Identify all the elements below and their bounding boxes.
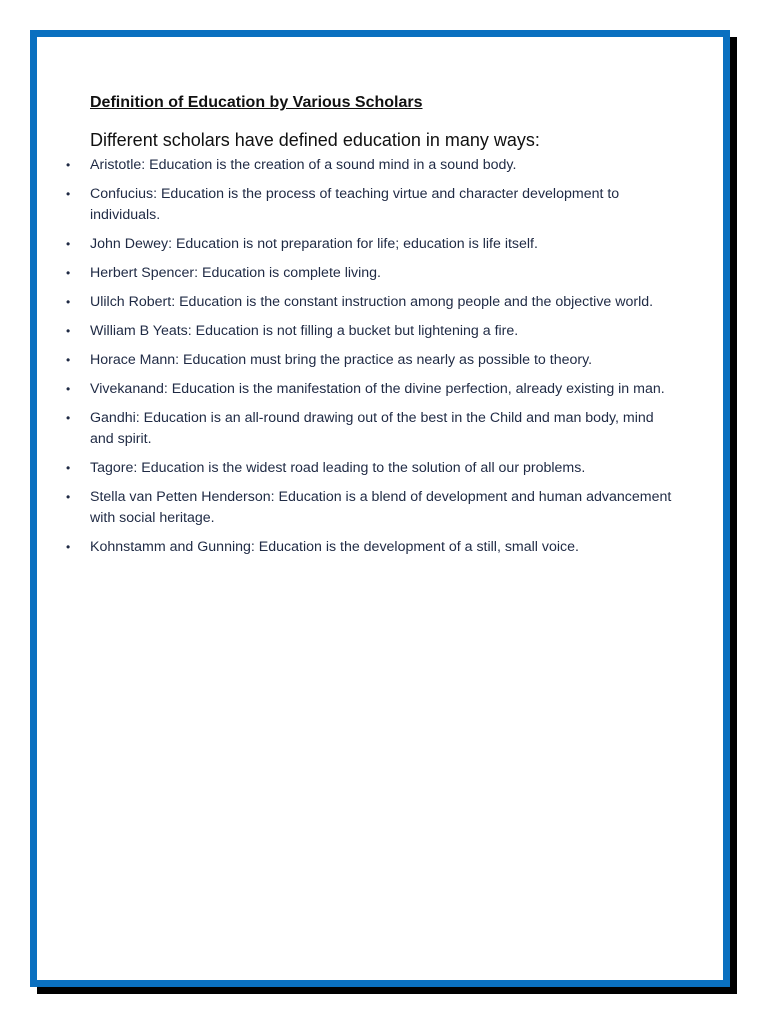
list-item bbox=[66, 234, 676, 255]
bullet-dot-icon: • bbox=[66, 490, 71, 504]
list-item bbox=[66, 487, 676, 529]
bullet-dot-icon: • bbox=[66, 411, 71, 425]
definition-text: Horace Mann: Education must bring the practice as nearly as possible to theory. bbox=[90, 352, 593, 368]
bullet-dot-icon: • bbox=[66, 237, 71, 251]
list-item bbox=[66, 263, 676, 284]
bullet-dot-icon: • bbox=[66, 324, 71, 338]
definition-text: Gandhi: Education is an all-round drawing out of the best in the Child and man body, mind and spirit. bbox=[90, 410, 654, 447]
definition-text: William B Yeats: Education is not filling a bucket but lightening a fire. bbox=[90, 323, 519, 339]
list-item bbox=[66, 408, 676, 450]
list-item bbox=[66, 321, 676, 342]
bullet-dot-icon: • bbox=[66, 266, 71, 280]
list-item bbox=[66, 184, 676, 226]
list-item bbox=[66, 350, 676, 371]
bullet-dot-icon: • bbox=[66, 295, 71, 309]
definition-text: Confucius: Education is the process of teaching virtue and character development to individuals. bbox=[90, 186, 620, 223]
list-item bbox=[66, 155, 676, 176]
definition-list bbox=[66, 155, 676, 566]
definition-text: Stella van Petten Henderson: Education is a blend of development and human advancement with social heritage. bbox=[90, 489, 672, 526]
page-title: Definition of Education by Various Scholars bbox=[90, 94, 423, 111]
definition-text: Aristotle: Education is the creation of a sound mind in a sound body. bbox=[90, 157, 517, 173]
list-item bbox=[66, 458, 676, 479]
bullet-dot-icon: • bbox=[66, 158, 71, 172]
definition-text: Vivekanand: Education is the manifestation of the divine perfection, already existing in man. bbox=[90, 381, 665, 397]
intro-text: Different scholars have defined education in many ways: bbox=[90, 130, 540, 150]
list-item bbox=[66, 379, 676, 400]
bullet-dot-icon: • bbox=[66, 187, 71, 201]
bullet-dot-icon: • bbox=[66, 540, 71, 554]
definition-text: Tagore: Education is the widest road leading to the solution of all our problems. bbox=[90, 460, 586, 476]
definition-text: John Dewey: Education is not preparation for life; education is life itself. bbox=[90, 236, 538, 252]
definition-text: Herbert Spencer: Education is complete living. bbox=[90, 265, 381, 281]
bullet-dot-icon: • bbox=[66, 461, 71, 475]
definition-text: Kohnstamm and Gunning: Education is the development of a still, small voice. bbox=[90, 539, 579, 555]
list-item bbox=[66, 537, 676, 558]
bullet-dot-icon: • bbox=[66, 353, 71, 367]
bullet-dot-icon: • bbox=[66, 382, 71, 396]
list-item bbox=[66, 292, 676, 313]
definition-text: Ulilch Robert: Education is the constant instruction among people and the objective world. bbox=[90, 294, 654, 310]
